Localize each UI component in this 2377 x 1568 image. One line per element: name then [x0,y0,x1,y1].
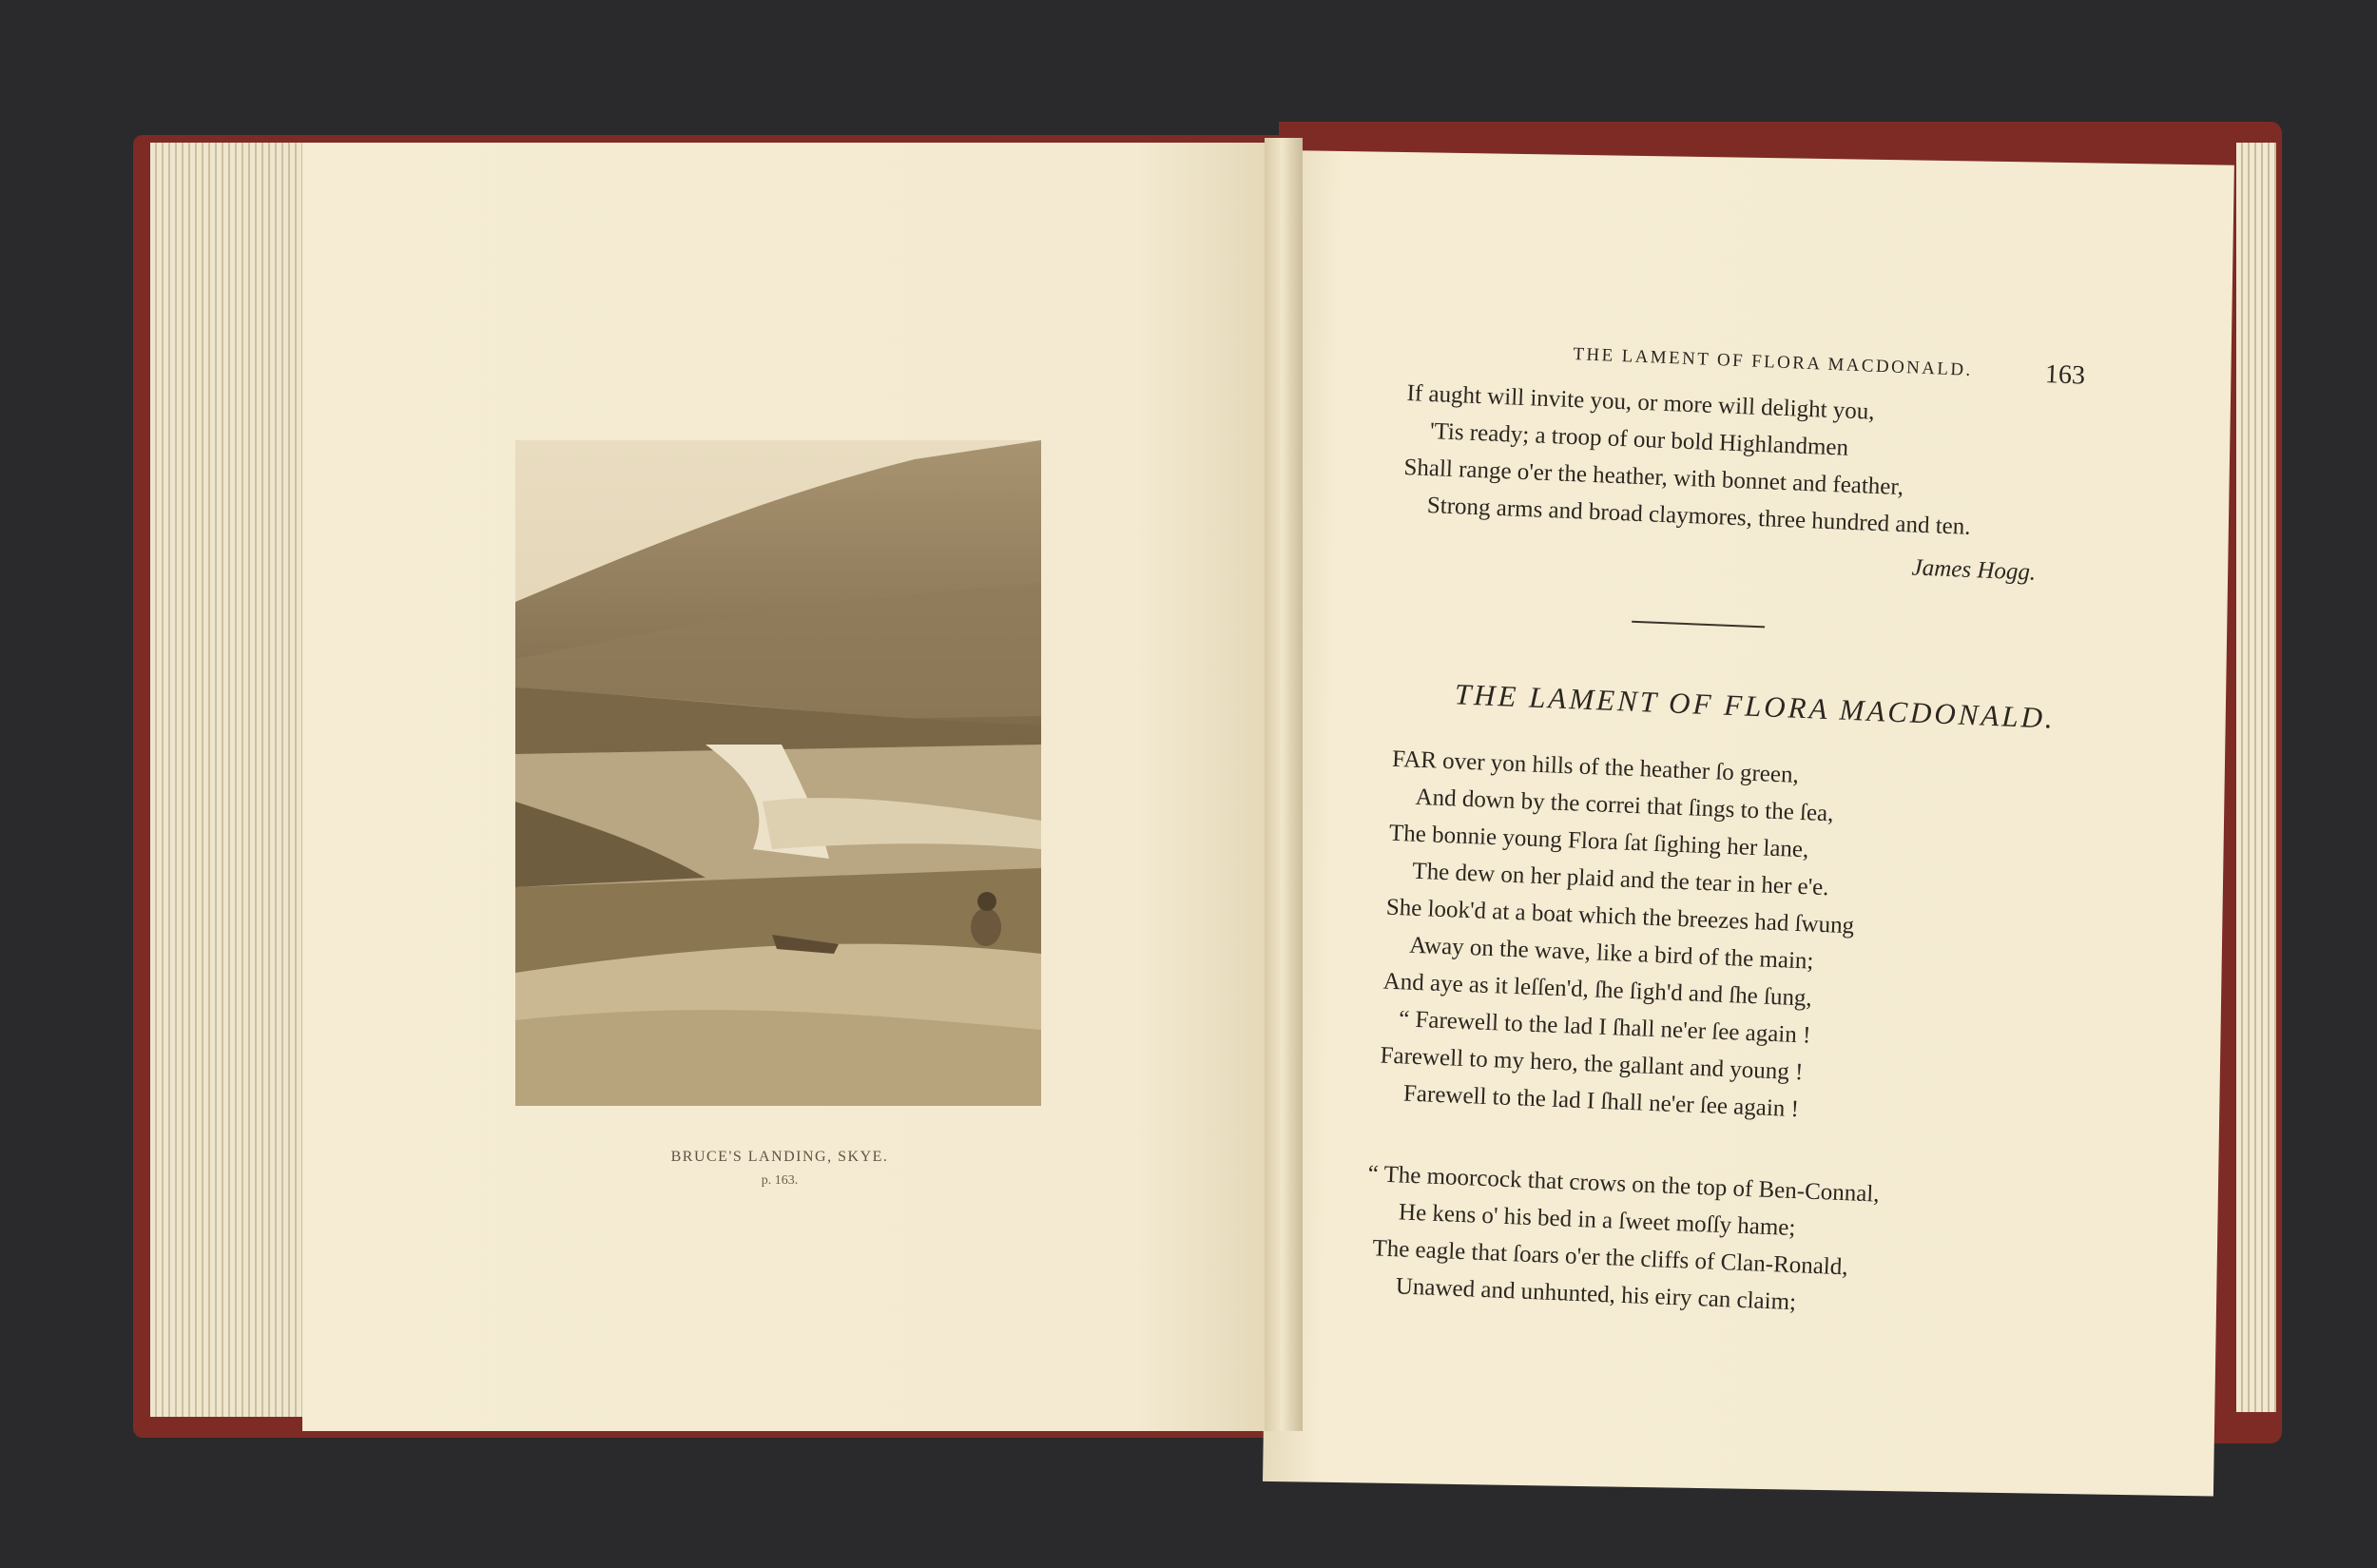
verse-line: He kens o' his bed in a ſweet moſſy hame; [1398,1199,1796,1242]
verse-line: Farewell to the lad I ſhall ne'er ſee again ! [1402,1080,1800,1123]
verse-line: FAR over yon hills of the heather ſo green, [1391,745,1800,788]
photo-caption-page-ref: p. 163. [761,1173,799,1188]
page-edges-left [150,143,307,1417]
verse-line: The bonnie young Flora ſat ſighing her lane, [1388,820,1809,863]
verse-line: Unawed and unhunted, his eiry can claim; [1395,1273,1797,1316]
verse-line: The eagle that ſoars o'er the cliffs of Clan-Ronald, [1371,1235,1849,1281]
verse-line: The dew on her plaid and the tear in her e'e. [1411,858,1830,901]
verse-line: Away on the wave, like a bird of the main; [1408,932,1814,975]
verse-line: Farewell to my hero, the gallant and young ! [1380,1042,1804,1086]
verse-line: Shall range o'er the heather, with bonnet and feather, [1402,454,1904,501]
photograph [515,440,1041,1106]
verse-line: She look'd at a boat which the breezes had ſwung [1385,894,1855,939]
verse-line: And aye as it leſſen'd, ſhe ſigh'd and ſhe ſung, [1382,968,1813,1012]
right-page-text [1369,338,2092,1315]
page-number: 163 [2044,358,2086,391]
verse-line: “ The moorcock that crows on the top of Ben-Connal, [1367,1161,1881,1208]
verse-line: 'Tis ready; a troop of our bold Highlandmen [1429,418,1849,461]
photograph-scene [515,440,1041,1106]
photo-caption: BRUCE'S LANDING, SKYE. [670,1149,889,1165]
verse-line: If aught will invite you, or more will delight you, [1406,380,1876,425]
poem-title: THE LAMENT OF FLORA MACDONALD. [1454,677,2057,735]
running-head: THE LAMENT OF FLORA MACDONALD. [1573,344,1974,380]
verse-line: And down by the correi that ſings to the ſea, [1415,784,1834,827]
verse-line: Strong arms and broad claymores, three hundred and ten. [1426,492,1972,540]
book-gutter [1265,138,1303,1431]
verse-line: “ Farewell to the lad I ſhall ne'er ſee again ! [1398,1006,1811,1049]
poem-author: James Hogg. [1911,554,2037,586]
section-divider [1632,621,1765,629]
page-edges-right [2236,143,2276,1412]
